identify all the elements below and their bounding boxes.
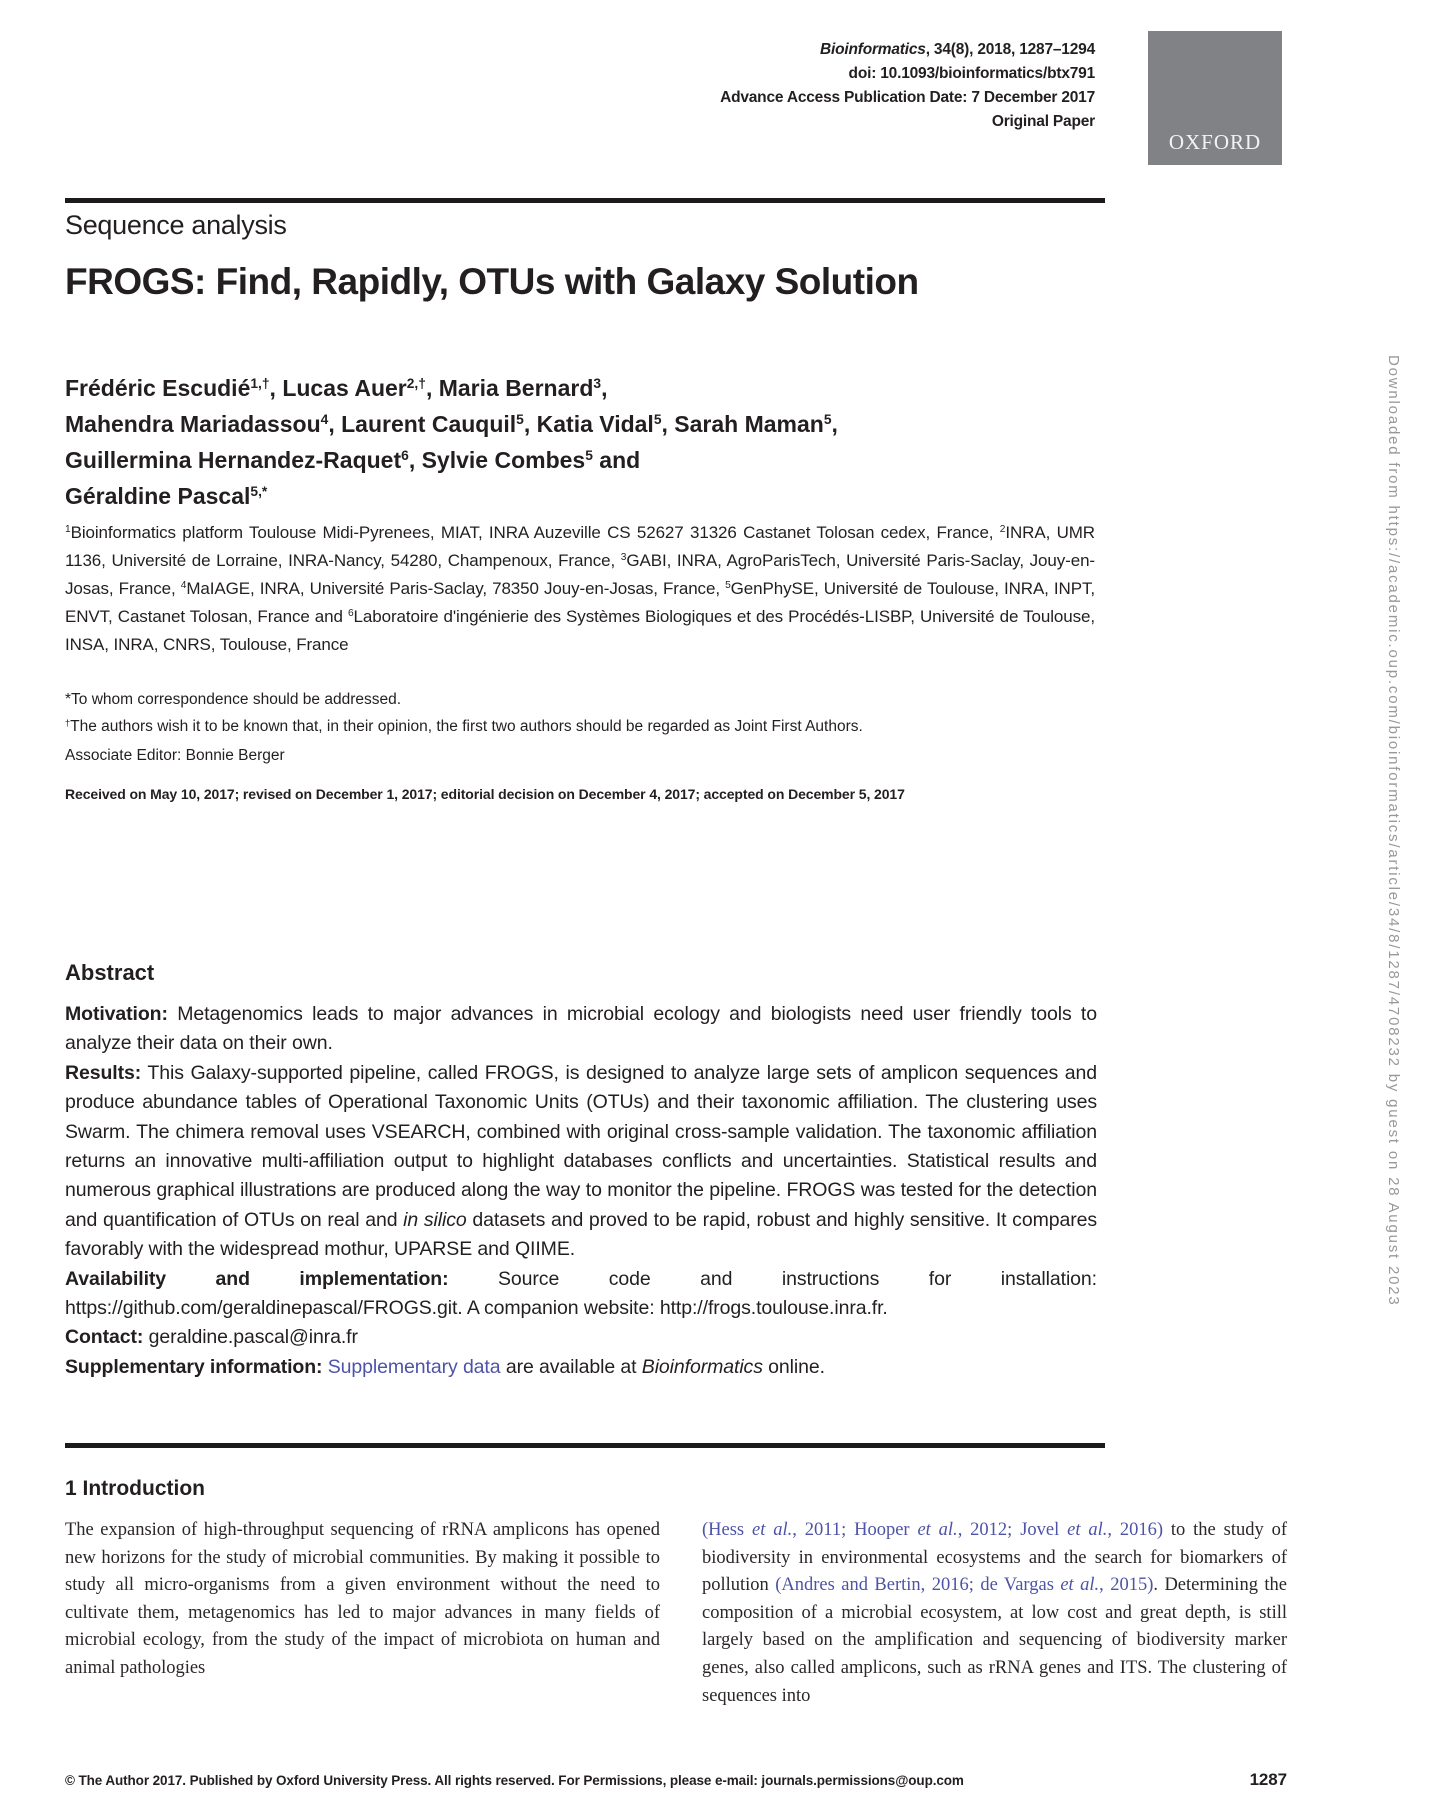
article-title: FROGS: Find, Rapidly, OTUs with Galaxy Solution	[65, 261, 919, 302]
joint-authors-note: †The authors wish it to be known that, in their opinion, the first two authors should be regarded as Joint First Authors.	[65, 717, 863, 735]
citation-link[interactable]: , 2011; Hooper	[792, 1520, 918, 1540]
correspondence-note: *To whom correspondence should be addressed.	[65, 691, 402, 708]
publication-info	[65, 38, 1095, 134]
abstract-body	[65, 1000, 1097, 1382]
abstract-supplementary: Supplementary information: Supplementary data are available at Bioinformatics online.	[65, 1355, 825, 1378]
author-line: Mahendra Mariadassou$^4$, Laurent Cauquil$^5$, Katia Vidal$^5$, Sarah Maman$^5$,	[65, 411, 838, 437]
top-divider	[65, 198, 1105, 203]
abstract-results: Results: This Galaxy-supported pipeline, called FROGS, is designed to analyze large sets of amplicon sequences and produce abundance tables of Operational Taxonomic Units (OTUs) and their taxonomic affiliation. The clustering uses Swarm. The chimera removal uses VSEARCH, combined with original cross-sample validation. The taxonomic affiliation returns an innovative multi-affiliation output to highlight databases conflicts and uncertainties. Statistical results and numerous graphical illustrations are produced along the way to monitor the pipeline. FROGS was tested for the detection and quantification of OTUs on real and in silico datasets and proved to be rapid, robust and highly sensitive. It compares favorably with the widespread mothur, UPARSE and QIIME.	[65, 1061, 1097, 1261]
author-notes	[65, 686, 1095, 769]
oxford-logo-text: OXFORD	[1168, 130, 1262, 154]
paper-type-label: Original Paper	[991, 113, 1095, 130]
supplementary-data-link[interactable]: Supplementary data	[327, 1355, 501, 1378]
citation-link[interactable]: et al.	[1060, 1575, 1100, 1596]
author-line: Géraldine Pascal$^{5,*}$	[65, 483, 268, 509]
citation-link[interactable]: et al.	[752, 1520, 793, 1540]
abstract-availability: Availability and implementation: Source code and instructions for installation: https://github.com/geraldinepascal/FROGS.git. A companion website: http://frogs.toulouse.inra.fr.	[65, 1267, 1097, 1320]
abstract-divider	[65, 1443, 1105, 1448]
citation-link[interactable]: , 2012; Jovel	[957, 1520, 1068, 1540]
citation-link[interactable]: , 2016)	[1107, 1520, 1164, 1540]
citation-link[interactable]: (Andres and Bertin, 2016; de Vargas	[775, 1575, 1061, 1596]
citation-link[interactable]: et al.	[917, 1520, 958, 1540]
abstract-heading: Abstract	[65, 960, 155, 985]
author-line: Frédéric Escudié$^{1,\dagger}$, Lucas Auer$^{2,\dagger}$, Maria Bernard$^3$,	[65, 375, 608, 401]
oxford-logo	[1148, 31, 1282, 165]
abstract-contact: Contact: geraldine.pascal@inra.fr	[65, 1326, 358, 1349]
doi-line: doi: 10.1093/bioinformatics/btx791	[848, 65, 1095, 82]
intro-column-right: (Hess et al., 2011; Hooper et al., 2012; Jovel et al., 2016) to the study of biodiversity in environmental ecosystems and the search for biomarkers of pollution (Andres and Bertin, 2016; de Vargas et al., 2015). Determining the composition of a microbial ecosystem, at low cost and great depth, is still largely based on the amplification and sequencing of biodiversity marker genes, also called amplicons, such as rRNA genes and ITS. The clustering of sequences into	[702, 1520, 1288, 1706]
associate-editor-note: Associate Editor: Bonnie Berger	[65, 747, 285, 764]
citation-link[interactable]: , 2015)	[1099, 1575, 1154, 1596]
journal-citation-line: Bioinformatics, 34(8), 2018, 1287–1294	[819, 41, 1095, 58]
abstract-motivation: Motivation: Metagenomics leads to major advances in microbial ecology and biologists need user friendly tools to analyze their data on their own.	[65, 1003, 1097, 1055]
affiliations-text: $^1$Bioinformatics platform Toulouse Midi-Pyrenees, MIAT, INRA Auzeville CS 52627 31326 Castanet Tolosan cedex, France, $^2$INRA, UMR 1136, Université de Lorraine, INRA-Nancy, 54280, Champenoux, France, $^3$GABI, INRA, AgroParisTech, Université Paris-Saclay, Jouy-en-Josas, France, $^4$MaIAGE, INRA, Université Paris-Saclay, 78350 Jouy-en-Josas, France, $^5$GenPhySE, Université de Toulouse, INRA, INPT, ENVT, Castanet Tolosan, France and $^6$Laboratoire d'ingénierie des Systèmes Biologiques et des Procédés-LISBP, Université de Toulouse, INSA, INRA, CNRS, Toulouse, France	[65, 523, 1095, 654]
footer-copyright: © The Author 2017. Published by Oxford University Press. All rights reserved. For Permissions, please e-mail: journals.permissions@oup.com	[65, 1773, 964, 1788]
intro-heading: 1 Introduction	[65, 1477, 205, 1500]
author-line: Guillermina Hernandez-Raquet$^6$, Sylvie Combes$^5$ and	[65, 447, 641, 473]
citation-link[interactable]: et al.	[1067, 1520, 1108, 1540]
intro-column-left: The expansion of high-throughput sequencing of rRNA amplicons has opened new horizons for the study of microbial communities. By making it possible to study all micro-organisms from a given environment without the need to cultivate them, metagenomics has led to major advances in many fields of microbial ecology, from the study of the impact of microbiota on human and animal pathologies	[65, 1520, 660, 1678]
page-number: 1287	[1249, 1770, 1287, 1789]
citation-link[interactable]: (Hess	[702, 1520, 753, 1540]
advance-access-line: Advance Access Publication Date: 7 December 2017	[720, 89, 1095, 106]
category-label: Sequence analysis	[65, 210, 287, 240]
article-history: Received on May 10, 2017; revised on December 1, 2017; editorial decision on December 4, 2017; accepted on December 5, 2017	[65, 786, 905, 802]
page-footer	[65, 1770, 1287, 1790]
download-watermark: Downloaded from https://academic.oup.com/bioinformatics/article/34/8/1287/4708232 by guest on 28 August 2023	[1385, 355, 1402, 1307]
author-list	[65, 372, 1095, 516]
